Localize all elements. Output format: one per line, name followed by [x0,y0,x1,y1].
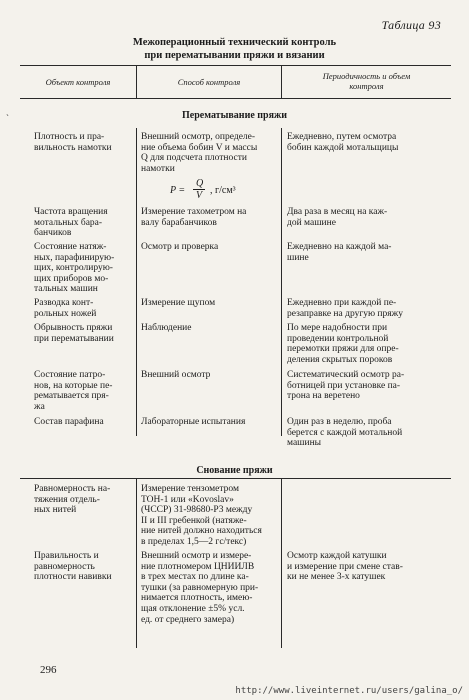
row-5-object: Обрывность пряжи при перематывании [34,323,114,344]
row-8-method: Измерение тензометром ТОН-1 или «Kovoslav» (ЧССР) 31-98680-P3 между II и III гребенкой (натяже- ние нитей должно находиться в пределах 1,5—2 гс/текс) [141,484,262,547]
row-6-object: Состояние патро- нов, на которые пе- рематывается пря- жа [34,370,113,412]
row-7-periodicity: Один раз в неделю, проба берется с каждой мотальной машины [287,417,403,449]
header-object: Объект контроля [45,77,111,87]
header-method: Способ контроля [177,77,241,87]
page-number: 296 [40,664,57,676]
row-9-method: Внешний осмотр и измере- ние плотномером ЦНИИЛВ в трех местах по длине ка- тушки (за равномерную при- нимается плотность, имею- щая отклонение ±5% усл. ед. от среднего замера) [141,551,259,625]
row-7-method: Лабораторные испытания [141,417,246,427]
table-title-line-2: при перематывании пряжи и вязании [144,50,325,61]
density-formula: P = Q V , г/см³ [170,178,236,201]
row-2-object: Частота вращения мотальных бара- банчиков [34,207,108,239]
table-title-line-1: Межоперационный технический контроль [132,37,337,48]
row-5-periodicity: По мере надобности при проведении контрольной перемотки пряжи для опре- деления скрытых пороков [287,323,399,365]
header-periodicity-1: Периодичность и объем [322,71,411,81]
margin-mark: ˋ [6,113,9,123]
footer-url: http://www.liveinternet.ru/users/galina_o/ [235,686,463,696]
body-divider-1a [136,128,137,436]
row-4-periodicity: Ежедневно при каждой пе- резаправке на другую пряжу [287,298,403,319]
row-7-object: Состав парафина [34,417,104,427]
body-divider-2a [281,128,282,436]
body-divider-1b [136,478,137,648]
section-title-rewinding: Перематывание пряжи [181,110,288,121]
header-periodicity-2: контроля [349,81,384,91]
row-4-object: Разводка конт- рольных ножей [34,298,97,319]
header-bottom-rule [20,98,451,99]
section-title-warping: Снование пряжи [196,465,273,476]
row-9-periodicity: Осмотр каждой катушки и измерение при смене став- ки не менее 3-х катушек [287,551,403,583]
row-2-method: Измерение тахометром на валу барабанчиков [141,207,247,228]
row-5-method: Наблюдение [141,323,192,333]
row-1-periodicity: Ежедневно, путем осмотра бобин каждой мотальщицы [287,132,399,153]
row-6-method: Внешний осмотр [141,370,211,380]
table-number: Таблица 93 [381,18,441,32]
row-9-object: Правильность и равномерность плотности навивки [34,551,112,583]
row-6-periodicity: Систематический осмотр ра- ботницей при установке па- трона на веретено [287,370,405,402]
row-2-periodicity: Два раза в месяц на каж- дой машине [287,207,388,228]
row-4-method: Измерение щупом [141,298,216,308]
body-divider-2b [281,478,282,648]
row-3-method: Осмотр и проверка [141,242,219,252]
row-1-method: Внешний осмотр, определе- ние объема бобин V и массы Q для подсчета плотности намотки [141,132,258,174]
row-3-object: Состояние натяж- ных, парафинирую- щих, контролирую- щих приборов мо- тальных машин [34,242,115,295]
table-top-rule [20,65,451,66]
section2-top-rule [20,478,451,479]
row-1-object: Плотность и пра- вильность намотки [34,132,112,153]
row-8-object: Равномерность на- тяжения отдель- ных нитей [34,484,111,516]
row-3-periodicity: Ежедневно на каждой ма- шине [287,242,392,263]
